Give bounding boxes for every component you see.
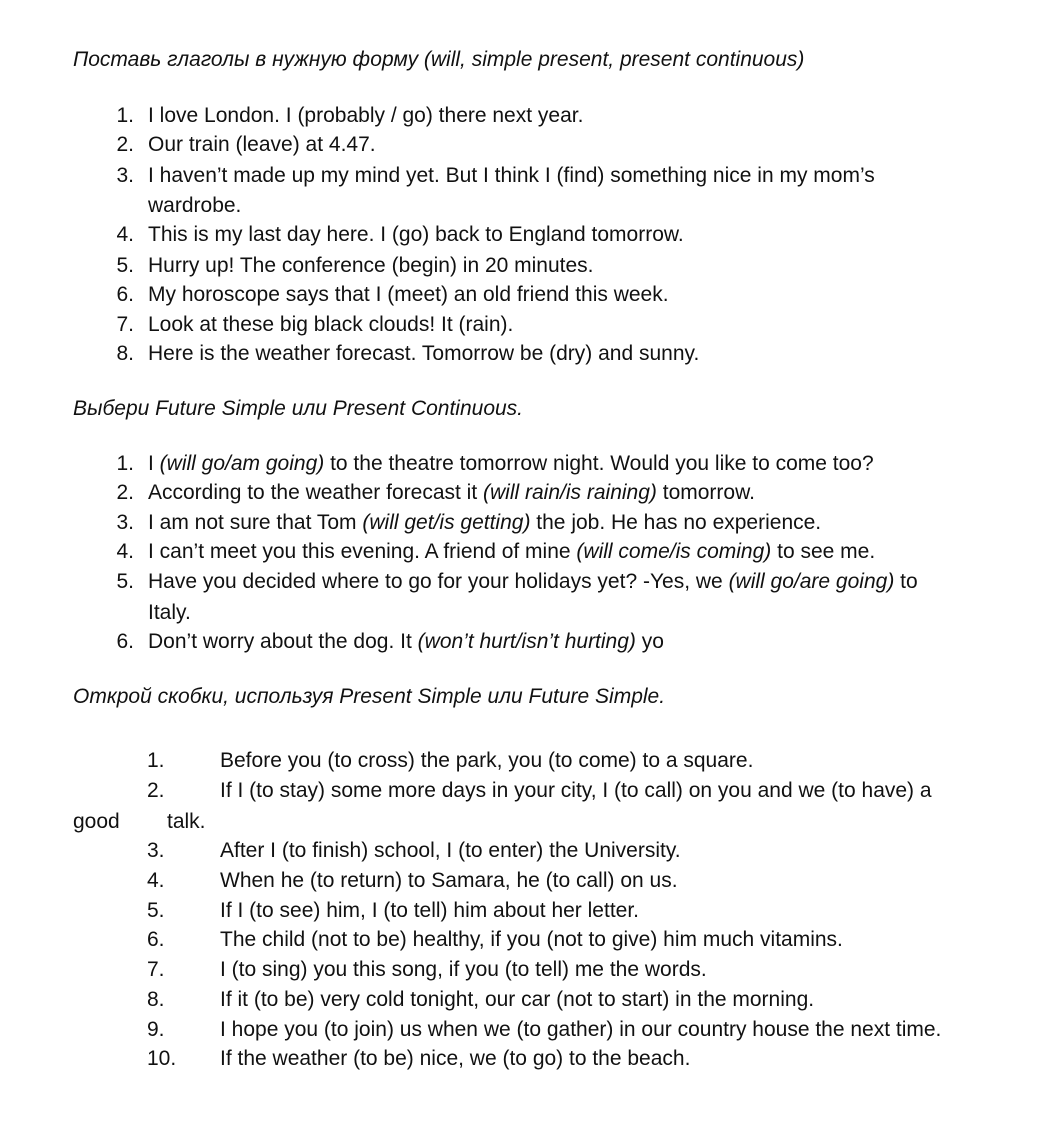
section-2-heading: Выбери Future Simple или Present Continuous. (73, 397, 524, 420)
worksheet-page: Поставь глаголы в нужную форму (will, simple present, present continuous) 1. I love London. I (probably / go) there next year. 2. Our train (leave) at 4.47. 3. I haven’t made up my mind yet. But I think I (find) something nice in my mom’s wardrobe. 4. This is my last day here. I (go) back to England tomorrow. 5. Hurry up! The conference (begin) in 20 minutes. 6. My horoscope says that I (meet) an old friend this week. 7. Look at these big black clouds! It (rain). 8. Here is the weather forecast. Tomorrow be (dry) and sunny. Выбери Future Simple или Present Continuous. 1. I (will go/am going) to the theatre tomorrow night. Would you like to come too? 2. According to the weather forecast it (will rain/is raining) tomorrow. 3. I am not sure that Tom (will get/is getting) the job. He has no experience. 4. I can’t meet you this evening. A friend of mine (will come/is coming) to see me. 5. Have you decided where to go for your holidays yet? -Yes, we (will go/are going) to Italy. 6. Don’t worry about the dog. It (won’t hurt/isn’t hurting) yo Открой скобки, используя Present Simple или Future Simple. 1. Before you (to cross) the park, you (to come) to a square. 2. If I (to stay) some more days in your city, I (to call) on you and we (to have) a good talk. 3. After I (to finish) school, I (to enter) the University. 4. When he (to return) to Samara, he (to call) on us. 5. If I (to see) him, I (to tell) him about her letter. 6. The child (not to be) healthy, if you (not to give) him much vitamins. 7. I (to sing) you this song, if you (to tell) me the words. 8. If it (to be) very cold tonight, our car (not to start) in the morning. 9. I hope you (to join) us when we (to gather) in our country house the next time. 10. If the weather (to be) nice, we (to go) to the beach. (73, 48, 942, 1070)
section-3-heading: Открой скобки, используя Present Simple или Future Simple. (73, 685, 666, 708)
section-1-heading: Поставь глаголы в нужную форму (will, simple present, present continuous) (73, 48, 805, 71)
